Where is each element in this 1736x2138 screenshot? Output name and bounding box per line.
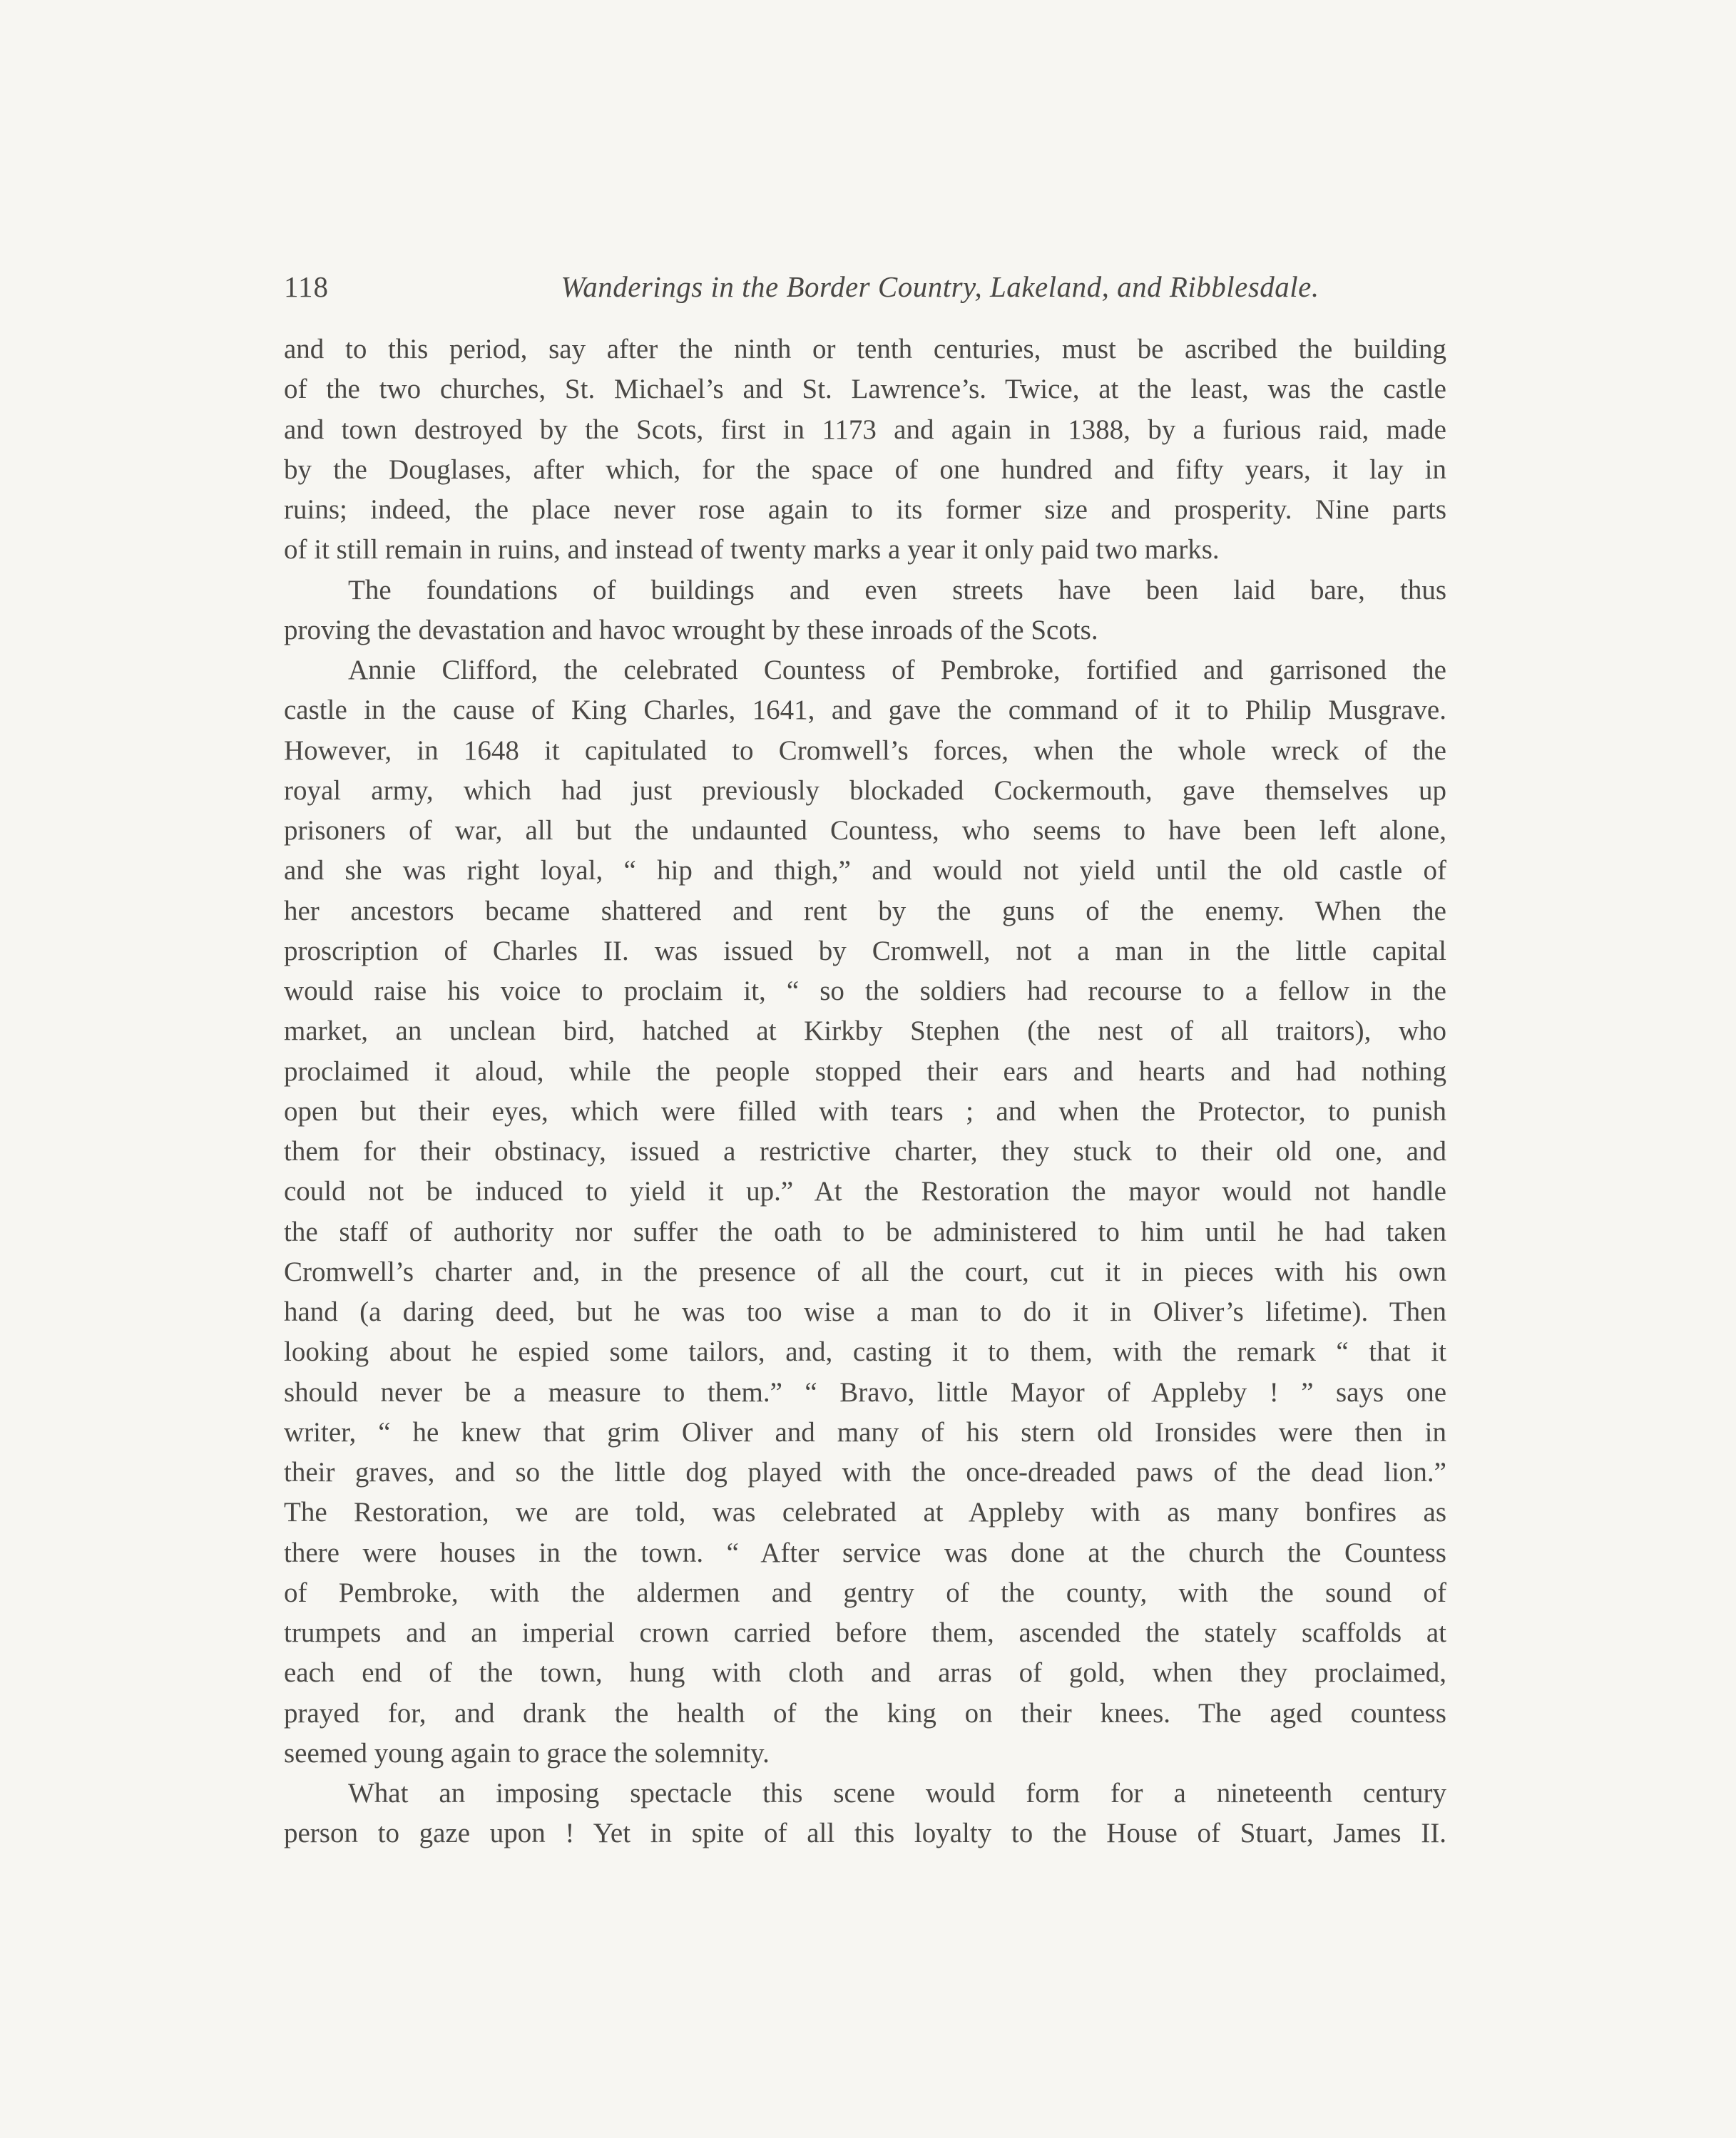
text-line: their graves, and so the little dog played with the once-dreaded paws of the dead lion.” — [284, 1457, 1446, 1488]
text-line: prisoners of war, all but the undaunted Countess, who seems to have been left alone, — [284, 815, 1446, 846]
text-line: of the two churches, St. Michael’s and St. Lawrence’s. Twice, at the least, was the castle — [284, 374, 1446, 405]
text-line: of Pembroke, with the aldermen and gentry of the county, with the sound of — [284, 1577, 1446, 1608]
text-line: trumpets and an imperial crown carried before them, ascended the stately scaffolds at — [284, 1617, 1446, 1648]
text-line: by the Douglases, after which, for the space of one hundred and fifty years, it lay in — [284, 454, 1446, 485]
text-line: Annie Clifford, the celebrated Countess of Pembroke, fortified and garrisoned the — [348, 655, 1446, 685]
text-line: writer, “ he knew that grim Oliver and many of his stern old Ironsides were then in — [284, 1416, 1446, 1448]
text-line: proclaimed it aloud, while the people stopped their ears and hearts and had nothing — [284, 1055, 1446, 1087]
body-text — [284, 329, 1446, 1854]
text-line: would raise his voice to proclaim it, “ so the soldiers had recourse to a fellow in the — [284, 976, 1446, 1006]
text-line: What an imposing spectacle this scene would form for a nineteenth century — [348, 1778, 1446, 1809]
text-line: open but their eyes, which were filled with tears ; and when the Protector, to punish — [284, 1095, 1446, 1127]
text-line: ruins; indeed, the place never rose again to its former size and prosperity. Nine parts — [284, 494, 1446, 525]
text-line: and she was right loyal, “ hip and thigh,” and would not yield until the old castle of — [284, 855, 1446, 886]
text-line: castle in the cause of King Charles, 1641, and gave the command of it to Philip Musgrave. — [284, 695, 1446, 726]
text-line: should never be a measure to them.” “ Bravo, little Mayor of Appleby ! ” says one — [284, 1376, 1446, 1408]
text-line: seemed young again to grace the solemnity. — [284, 1737, 770, 1769]
text-line: them for their obstinacy, issued a restrictive charter, they stuck to their old one, and — [284, 1136, 1446, 1167]
text-line: royal army, which had just previously blockaded Cockermouth, gave themselves up — [284, 774, 1446, 806]
text-line: each end of the town, hung with cloth and arras of gold, when they proclaimed, — [284, 1657, 1446, 1689]
text-line: looking about he espied some tailors, and, casting it to them, with the remark “ that it — [284, 1336, 1446, 1368]
text-line: The foundations of buildings and even streets have been laid bare, thus — [348, 574, 1446, 605]
text-line: her ancestors became shattered and rent by the guns of the enemy. When the — [284, 895, 1446, 926]
text-line: of it still remain in ruins, and instead of twenty marks a year it only paid two marks. — [284, 534, 1220, 566]
text-line: there were houses in the town. “ After service was done at the church the Countess — [284, 1537, 1446, 1568]
text-line: prayed for, and drank the health of the king on their knees. The aged countess — [284, 1697, 1446, 1729]
text-line: person to gaze upon ! Yet in spite of all this loyalty to the House of Stuart, James II. — [284, 1818, 1446, 1849]
text-line: The Restoration, we are told, was celebrated at Appleby with as many bonfires as — [284, 1497, 1446, 1528]
text-line: proving the devastation and havoc wrought by these inroads of the Scots. — [284, 614, 1098, 645]
text-line: hand (a daring deed, but he was too wise a man to do it in Oliver’s lifetime). Then — [284, 1296, 1446, 1327]
text-line: and to this period, say after the ninth or tenth centuries, must be ascribed the building — [284, 334, 1446, 364]
text-line: and town destroyed by the Scots, first in 1173 and again in 1388, by a furious raid, made — [284, 414, 1446, 445]
text-line: market, an unclean bird, hatched at Kirkby Stephen (the nest of all traitors), who — [284, 1016, 1446, 1047]
text-line: could not be induced to yield it up.” At the Restoration the mayor would not handle — [284, 1176, 1446, 1207]
text-line: proscription of Charles II. was issued by Cromwell, not a man in the little capital — [284, 935, 1446, 966]
text-line: the staff of authority nor suffer the oath to be administered to him until he had taken — [284, 1216, 1446, 1247]
page-number: 118 — [284, 270, 329, 303]
running-head — [284, 265, 1446, 308]
text-line: However, in 1648 it capitulated to Cromwell’s forces, when the whole wreck of the — [284, 735, 1446, 766]
running-title: Wanderings in the Border Country, Lakeland, and Ribblesdale. — [561, 270, 1319, 303]
text-line: Cromwell’s charter and, in the presence of all the court, cut it in pieces with his own — [284, 1256, 1446, 1287]
